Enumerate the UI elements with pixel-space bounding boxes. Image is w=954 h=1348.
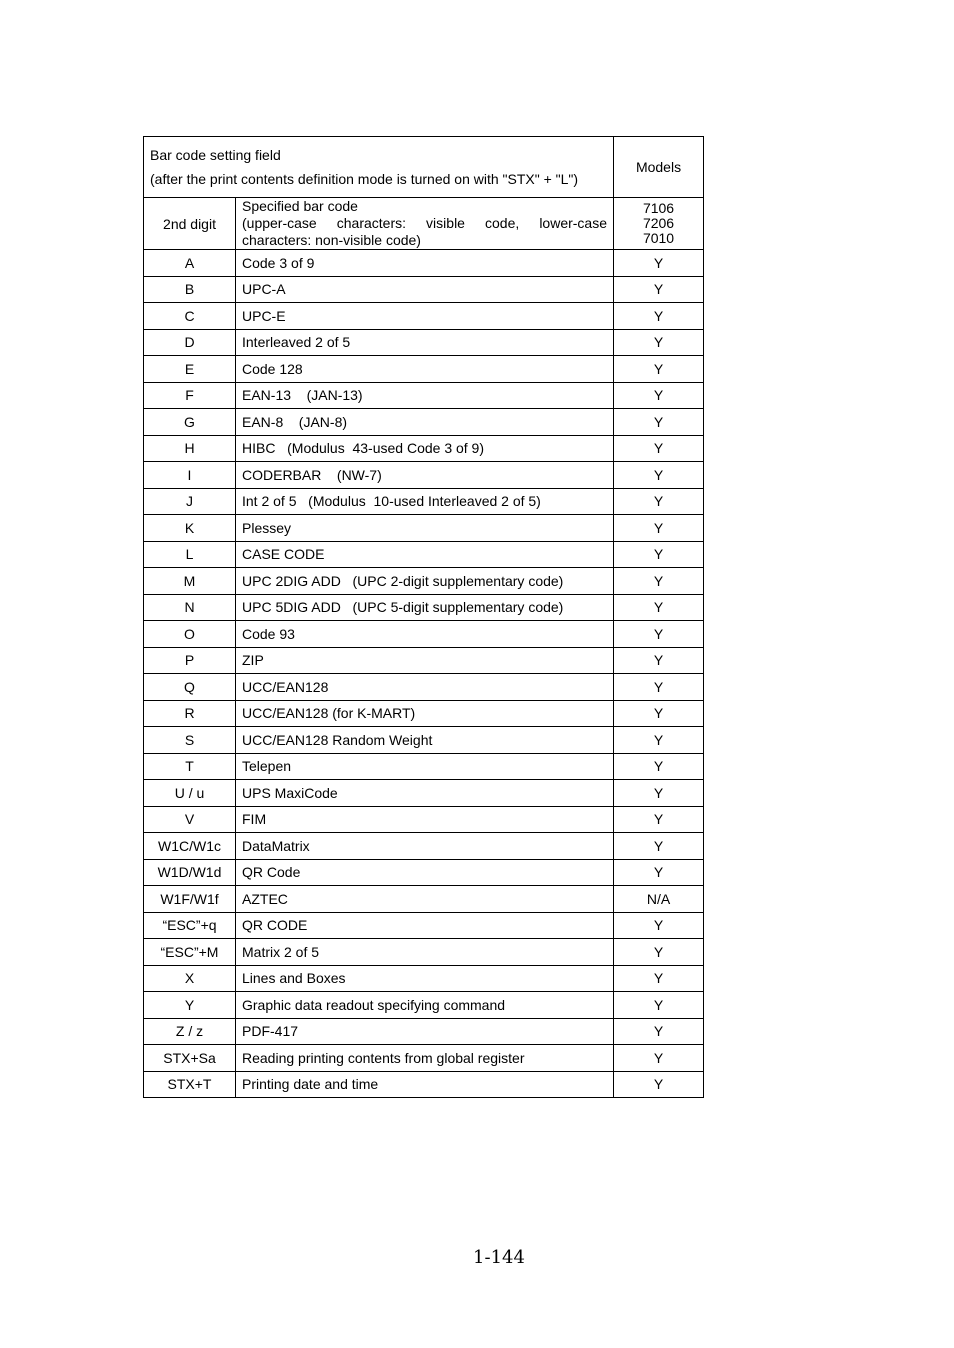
digit-cell: M <box>144 568 236 595</box>
barcode-table <box>143 136 704 1098</box>
table-row <box>144 727 704 754</box>
barcode-name-cell: UCC/EAN128 (for K-MART) <box>236 700 614 727</box>
barcode-name-cell: CASE CODE <box>236 541 614 568</box>
digit-cell: “ESC”+q <box>144 912 236 939</box>
digit-cell: STX+Sa <box>144 1045 236 1072</box>
digit-cell: E <box>144 356 236 383</box>
table-row <box>144 753 704 780</box>
support-cell: Y <box>614 992 704 1019</box>
support-cell: Y <box>614 674 704 701</box>
digit-cell: W1D/W1d <box>144 859 236 886</box>
digit-cell: Y <box>144 992 236 1019</box>
support-cell: Y <box>614 753 704 780</box>
digit-cell: D <box>144 329 236 356</box>
table-row <box>144 1018 704 1045</box>
table-row <box>144 780 704 807</box>
digit-cell: A <box>144 250 236 277</box>
digit-cell: Z / z <box>144 1018 236 1045</box>
models-header: Models <box>614 137 704 198</box>
barcode-name-cell: ZIP <box>236 647 614 674</box>
digit-cell: X <box>144 965 236 992</box>
table-row <box>144 488 704 515</box>
digit-cell: H <box>144 435 236 462</box>
support-cell: Y <box>614 806 704 833</box>
barcode-name-cell: Code 93 <box>236 621 614 648</box>
support-cell: Y <box>614 409 704 436</box>
support-cell: Y <box>614 568 704 595</box>
digit-cell: STX+T <box>144 1071 236 1098</box>
table-row <box>144 276 704 303</box>
barcode-name-cell: Int 2 of 5 (Modulus 10-used Interleaved 2 of 5) <box>236 488 614 515</box>
support-cell: Y <box>614 356 704 383</box>
table-row <box>144 382 704 409</box>
barcode-name-cell: Printing date and time <box>236 1071 614 1098</box>
table-row <box>144 939 704 966</box>
setting-field-title: Bar code setting field <box>150 147 281 163</box>
barcode-name-cell: DataMatrix <box>236 833 614 860</box>
support-cell: Y <box>614 727 704 754</box>
barcode-name-cell: Graphic data readout specifying command <box>236 992 614 1019</box>
support-cell: Y <box>614 1071 704 1098</box>
barcode-name-cell: HIBC (Modulus 43-used Code 3 of 9) <box>236 435 614 462</box>
model-number: 7010 <box>642 230 675 246</box>
barcode-name-cell: Code 3 of 9 <box>236 250 614 277</box>
support-cell: N/A <box>614 886 704 913</box>
support-cell: Y <box>614 912 704 939</box>
digit-cell: T <box>144 753 236 780</box>
spec-header <box>236 198 614 250</box>
barcode-name-cell: Interleaved 2 of 5 <box>236 329 614 356</box>
table-row <box>144 329 704 356</box>
table-row <box>144 568 704 595</box>
barcode-name-cell: Reading printing contents from global register <box>236 1045 614 1072</box>
barcode-name-cell: Telepen <box>236 753 614 780</box>
table-row <box>144 462 704 489</box>
digit-cell: F <box>144 382 236 409</box>
barcode-name-cell: UPC 5DIG ADD (UPC 5-digit supplementary code) <box>236 594 614 621</box>
barcode-name-cell: UPC 2DIG ADD (UPC 2-digit supplementary code) <box>236 568 614 595</box>
barcode-name-cell: CODERBAR (NW-7) <box>236 462 614 489</box>
model-number: 7206 <box>642 215 675 231</box>
support-cell: Y <box>614 939 704 966</box>
table-row <box>144 621 704 648</box>
digit-cell: S <box>144 727 236 754</box>
digit-cell: U / u <box>144 780 236 807</box>
support-cell: Y <box>614 833 704 860</box>
barcode-name-cell: PDF-417 <box>236 1018 614 1045</box>
table-row <box>144 356 704 383</box>
support-cell: Y <box>614 303 704 330</box>
support-cell: Y <box>614 435 704 462</box>
page-number: 1-144 <box>473 1247 525 1268</box>
support-cell: Y <box>614 329 704 356</box>
digit-cell: V <box>144 806 236 833</box>
spec-header-line3: characters: non-visible code) <box>242 232 421 248</box>
support-cell: Y <box>614 541 704 568</box>
barcode-name-cell: AZTEC <box>236 886 614 913</box>
digit-cell: Q <box>144 674 236 701</box>
digit-cell: C <box>144 303 236 330</box>
support-cell: Y <box>614 488 704 515</box>
digit-cell: K <box>144 515 236 542</box>
table-row <box>144 435 704 462</box>
barcode-name-cell: UPC-E <box>236 303 614 330</box>
table-row <box>144 912 704 939</box>
table-row <box>144 250 704 277</box>
table-row <box>144 1071 704 1098</box>
barcode-name-cell: QR Code <box>236 859 614 886</box>
barcode-name-cell: UPC-A <box>236 276 614 303</box>
setting-field-cell <box>144 137 614 198</box>
barcode-name-cell: QR CODE <box>236 912 614 939</box>
table-row <box>144 992 704 1019</box>
support-cell: Y <box>614 250 704 277</box>
support-cell: Y <box>614 700 704 727</box>
support-cell: Y <box>614 462 704 489</box>
barcode-name-cell: Plessey <box>236 515 614 542</box>
header-row-columns <box>144 198 704 250</box>
digit-cell: W1C/W1c <box>144 833 236 860</box>
table-row <box>144 965 704 992</box>
table-row <box>144 594 704 621</box>
support-cell: Y <box>614 780 704 807</box>
table-row <box>144 674 704 701</box>
barcode-name-cell: UCC/EAN128 Random Weight <box>236 727 614 754</box>
table-row <box>144 886 704 913</box>
barcode-name-cell: UPS MaxiCode <box>236 780 614 807</box>
spec-header-line2: (upper-case characters: visible code, lower-case <box>242 215 608 231</box>
support-cell: Y <box>614 965 704 992</box>
digit-cell: J <box>144 488 236 515</box>
model-number: 7106 <box>642 200 675 216</box>
digit-cell: “ESC”+M <box>144 939 236 966</box>
model-numbers <box>614 198 704 250</box>
digit-cell: O <box>144 621 236 648</box>
digit-header: 2nd digit <box>144 198 236 250</box>
barcode-name-cell: Code 128 <box>236 356 614 383</box>
support-cell: Y <box>614 647 704 674</box>
support-cell: Y <box>614 515 704 542</box>
table-row <box>144 700 704 727</box>
table-row <box>144 806 704 833</box>
digit-cell: P <box>144 647 236 674</box>
digit-cell: B <box>144 276 236 303</box>
barcode-name-cell: EAN-8 (JAN-8) <box>236 409 614 436</box>
table-row <box>144 647 704 674</box>
table-row <box>144 859 704 886</box>
barcode-name-cell: UCC/EAN128 <box>236 674 614 701</box>
spec-header-line1: Specified bar code <box>242 198 358 214</box>
support-cell: Y <box>614 382 704 409</box>
digit-cell: W1F/W1f <box>144 886 236 913</box>
support-cell: Y <box>614 1045 704 1072</box>
header-row-setting <box>144 137 704 198</box>
setting-field-note: (after the print contents definition mode is turned on with "STX" + "L") <box>150 171 579 187</box>
digit-cell: R <box>144 700 236 727</box>
support-cell: Y <box>614 621 704 648</box>
support-cell: Y <box>614 276 704 303</box>
support-cell: Y <box>614 859 704 886</box>
table-row <box>144 515 704 542</box>
support-cell: Y <box>614 1018 704 1045</box>
barcode-name-cell: Matrix 2 of 5 <box>236 939 614 966</box>
barcode-name-cell: Lines and Boxes <box>236 965 614 992</box>
barcode-name-cell: EAN-13 (JAN-13) <box>236 382 614 409</box>
table-row <box>144 409 704 436</box>
digit-cell: I <box>144 462 236 489</box>
digit-cell: N <box>144 594 236 621</box>
table-row <box>144 303 704 330</box>
digit-cell: G <box>144 409 236 436</box>
support-cell: Y <box>614 594 704 621</box>
barcode-name-cell: FIM <box>236 806 614 833</box>
digit-cell: L <box>144 541 236 568</box>
table-row <box>144 1045 704 1072</box>
table-row <box>144 833 704 860</box>
table-row <box>144 541 704 568</box>
